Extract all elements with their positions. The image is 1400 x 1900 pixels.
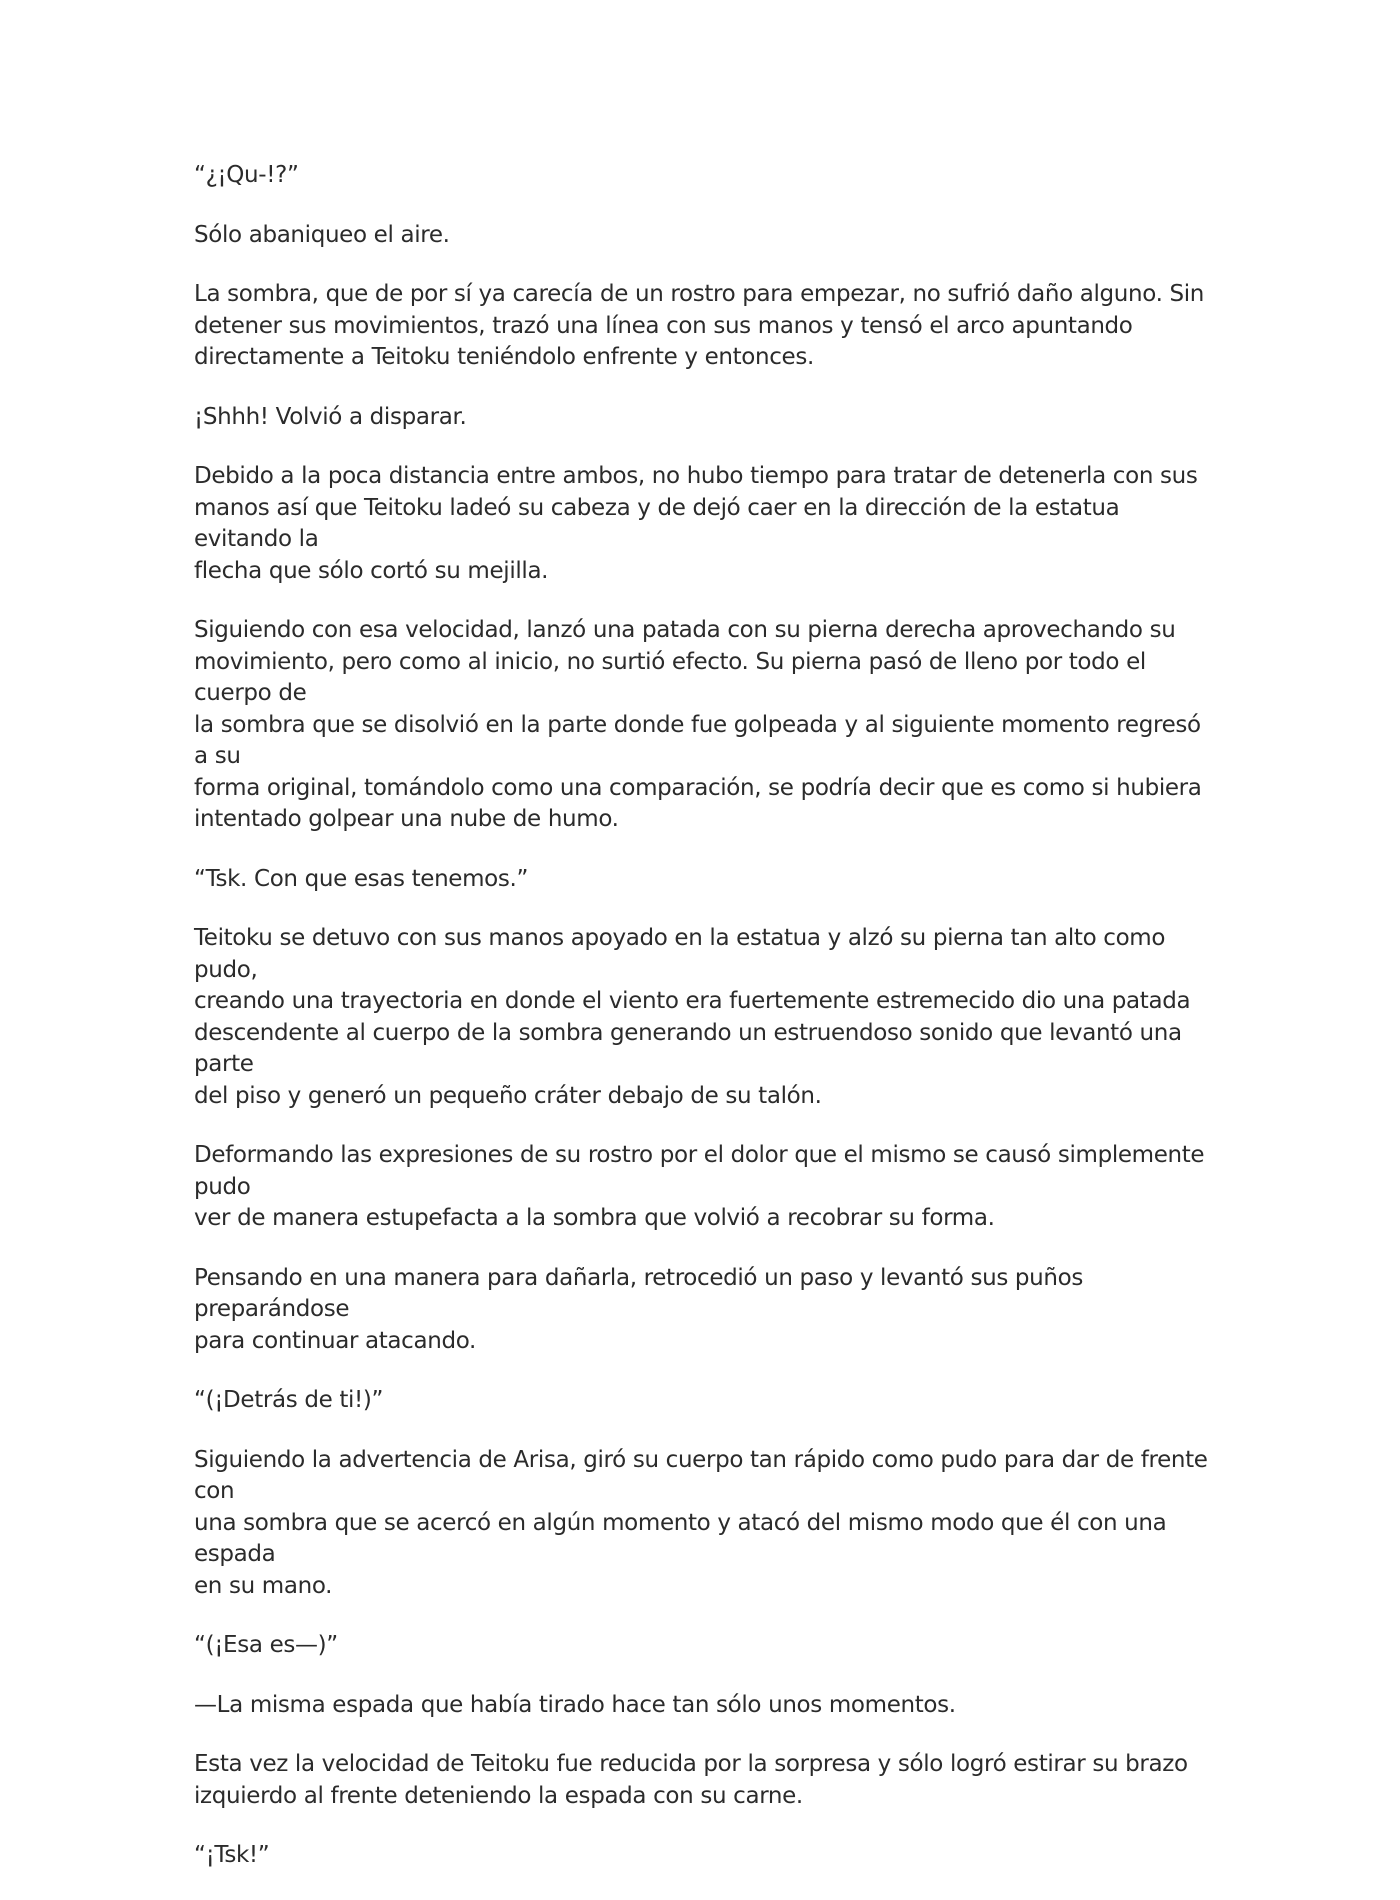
paragraph: Esta vez la velocidad de Teitoku fue reducida por la sorpresa y sólo logró estirar su brazo izquierdo al frente deteniendo la espada con su carne. [194, 1751, 1188, 1809]
paragraph: “¿¡Qu-!?” [194, 162, 299, 188]
paragraph: Pensando en una manera para dañarla, retrocedió un paso y levantó sus puños preparándose para continuar atacando. [194, 1264, 1083, 1354]
paragraph: —La misma espada que había tirado hace tan sólo unos momentos. [194, 1691, 956, 1718]
paragraph: Siguiendo la advertencia de Arisa, giró su cuerpo tan rápido como pudo para dar de frente con una sombra que se acercó en algún momento y atacó del mismo modo que él con una espada en su mano. [194, 1446, 1208, 1599]
paragraph: Siguiendo con esa velocidad, lanzó una patada con su pierna derecha aprovechando su movimiento, pero como al inicio, no surtió efecto. Su pierna pasó de lleno por todo el cuerpo de la sombra que se disolvió en la parte donde fue golpeada y al siguiente momento regresó a su forma original, tomándolo como una comparación, se podría decir que es como si hubiera intentado golpear una nube de humo. [194, 617, 1202, 832]
paragraph: “(¡Esa es—)” [194, 1632, 338, 1658]
paragraph: “Tsk. Con que esas tenemos.” [194, 865, 529, 892]
paragraph: Deformando las expresiones de su rostro por el dolor que el mismo se causó simplemente pudo ver de manera estupefacta a la sombra que volvió a recobrar su forma. [194, 1142, 1205, 1231]
paragraph: Debido a la poca distancia entre ambos, no hubo tiempo para tratar de detenerla con sus manos así que Teitoku ladeó su cabeza y de dejó caer en la dirección de la estatua evitando la flecha que sólo cortó su mejilla. [194, 463, 1198, 584]
document-page [194, 160, 1214, 1900]
paragraph: Teitoku se detuvo con sus manos apoyado en la estatua y alzó su pierna tan alto como pudo, creando una trayectoria en donde el viento era fuertemente estremecido dio una patada descendente al cuerpo de la sombra generando un estruendoso sonido que levantó una parte del piso y generó un pequeño cráter debajo de su talón. [194, 925, 1191, 1109]
paragraph: ¡Shhh! Volvió a disparar. [194, 403, 467, 430]
paragraph: La sombra, que de por sí ya carecía de un rostro para empezar, no sufrió daño alguno. Sin detener sus movimientos, trazó una línea con sus manos y tensó el arco apuntando directamente a Teitoku teniéndolo enfrente y entonces. [194, 281, 1205, 370]
paragraph: “(¡Detrás de ti!)” [194, 1387, 384, 1413]
paragraph: “¡Tsk!” [194, 1842, 270, 1868]
paragraph: Sólo abaniqueo el aire. [194, 221, 450, 248]
